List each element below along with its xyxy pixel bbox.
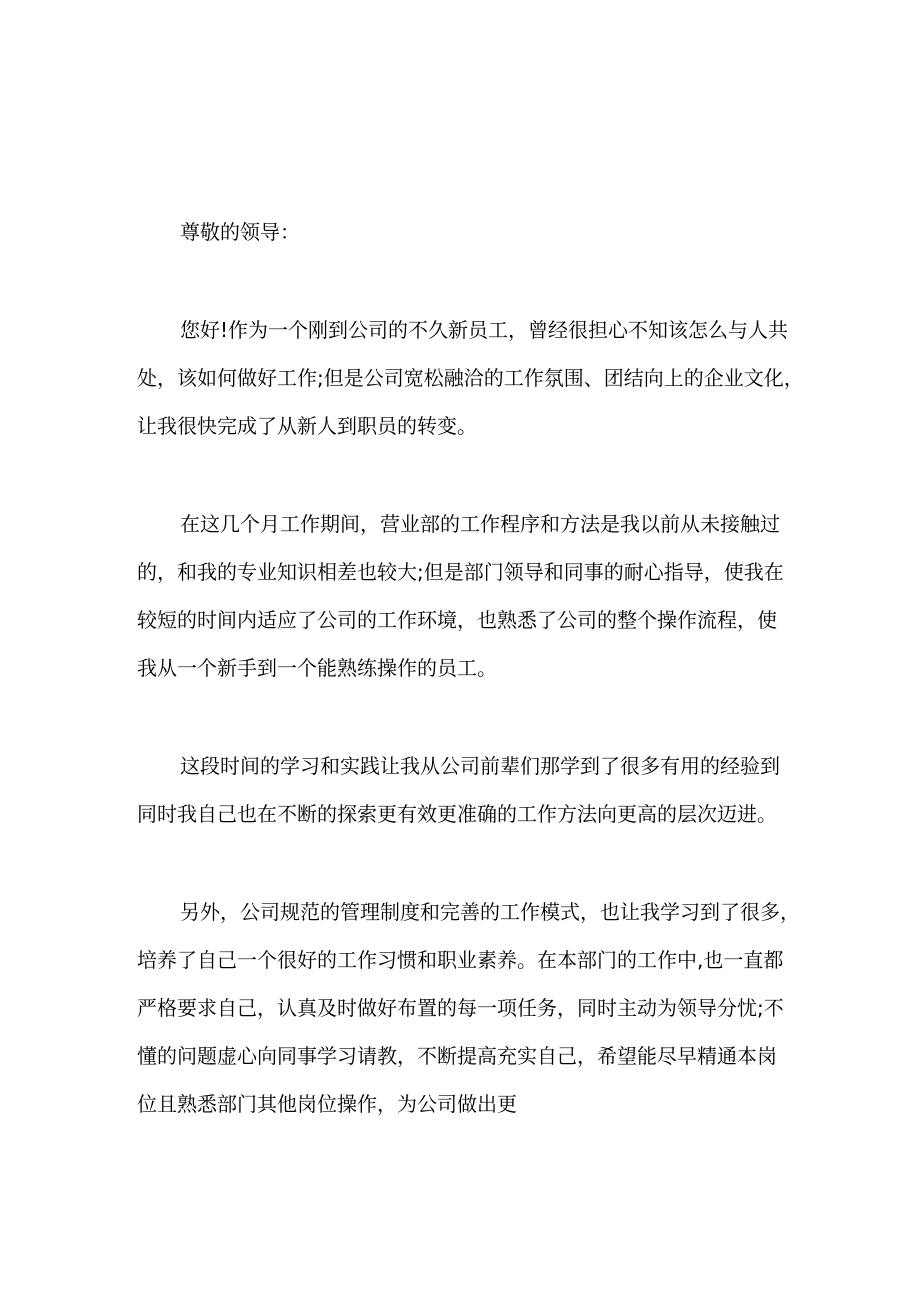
- paragraph-work-period: [137, 500, 787, 692]
- paragraph-management: [137, 888, 800, 1128]
- paragraph-line: 位且熟悉部门其他岗位操作，为公司做出更: [137, 1092, 517, 1116]
- document-body: [137, 208, 804, 1128]
- paragraph-greeting-intro: [137, 306, 804, 450]
- salutation: 尊敬的领导：: [180, 220, 300, 244]
- paragraph-line: 严格要求自己，认真及时做好布置的每一项任务，同时主动为领导分忧;不: [137, 996, 784, 1020]
- paragraph-line: 您好!作为一个刚到公司的不久新员工，曾经很担心不知该怎么与人共: [180, 318, 789, 342]
- paragraph-learning: [137, 742, 787, 838]
- paragraph-line: 我从一个新手到一个能熟练操作的员工。: [137, 656, 497, 680]
- paragraph-gap: [137, 838, 787, 888]
- paragraph-gap: [137, 256, 787, 306]
- paragraph-line: 较短的时间内适应了公司的工作环境，也熟悉了公司的整个操作流程，使: [137, 608, 777, 632]
- paragraph-line: 在这几个月工作期间，营业部的工作程序和方法是我以前从未接触过: [180, 512, 780, 536]
- paragraph-line: 同时我自己也在不断的探索更有效更准确的工作方法向更高的层次迈进。: [137, 802, 777, 826]
- paragraph-line: 这段时间的学习和实践让我从公司前辈们那学到了很多有用的经验到: [180, 754, 780, 778]
- paragraph-gap: [137, 450, 787, 500]
- paragraph-gap: [137, 692, 787, 742]
- paragraph-line: 的，和我的专业知识相差也较大;但是部门领导和同事的耐心指导，使我在: [137, 560, 784, 584]
- paragraph-line: 培养了自己一个很好的工作习惯和职业素养。在本部门的工作中,也一直都: [137, 948, 784, 972]
- paragraph-line: 懂的问题虚心向同事学习请教，不断提高充实自己，希望能尽早精通本岗: [137, 1044, 777, 1068]
- paragraph-line: 让我很快完成了从新人到职员的转变。: [137, 414, 477, 438]
- paragraph-line: 另外，公司规范的管理制度和完善的工作模式，也让我学习到了很多，: [180, 900, 800, 924]
- paragraph-line: 处，该如何做好工作;但是公司宽松融洽的工作氛围、团结向上的企业文化，: [137, 366, 804, 390]
